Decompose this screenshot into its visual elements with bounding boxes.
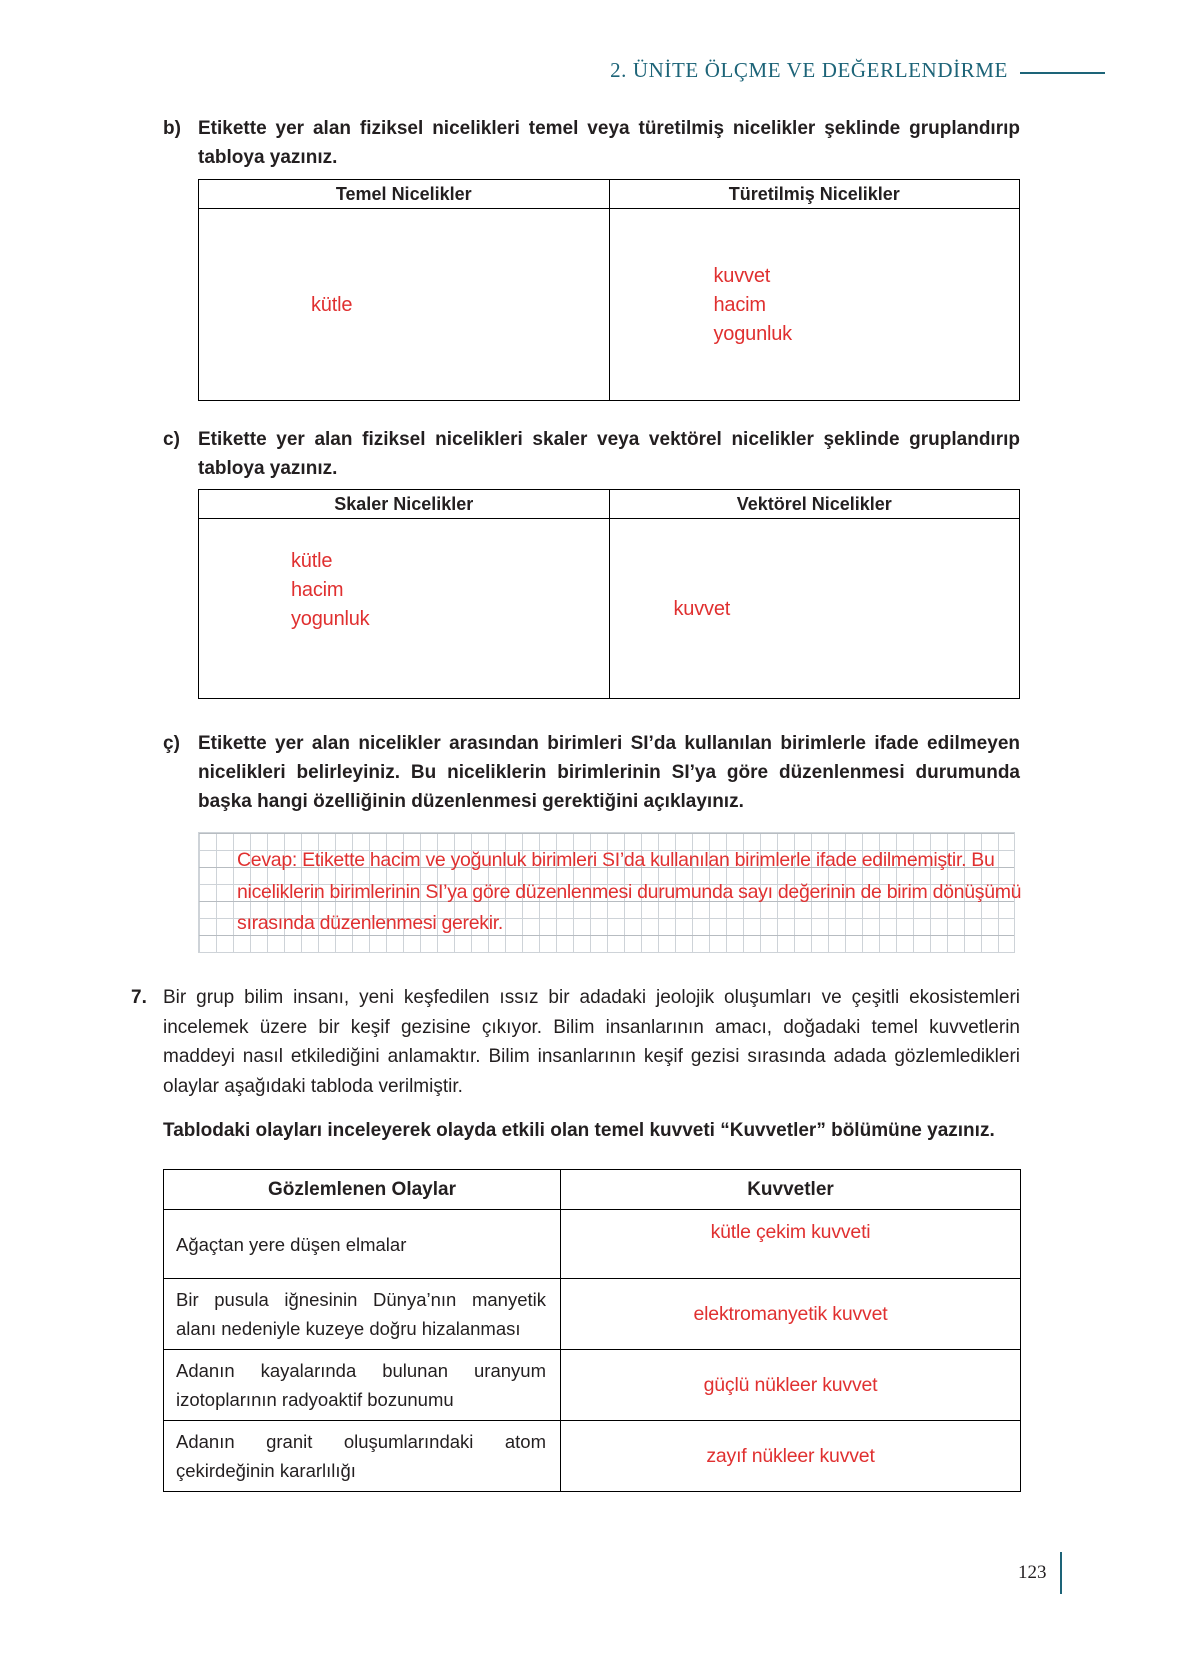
answer-text: yogunluk xyxy=(291,608,370,630)
section-b-text: Etikette yer alan fiziksel nicelikleri temel veya türetilmiş nicelikler şeklinde gruplandırıp tabloya yazınız. xyxy=(198,118,1020,168)
force-answer-cell xyxy=(561,1210,1021,1279)
event-cell: Adanın kayalarında bulunan uranyum izotoplarının radyoaktif bozunumu xyxy=(164,1350,561,1421)
unit-header-title: 2. ÜNİTE ÖLÇME VE DEĞERLENDİRME xyxy=(610,58,1008,82)
answer-line: niceliklerin birimlerinin SI’ya göre düzenlenmesi durumunda sayı değerinin de birim dönüşümü xyxy=(237,880,1022,903)
section-cc-text: Etikette yer alan nicelikler arasından birimleri SI’da kullanılan birimlerle ifade edilmeyen nicelikleri belirleyiniz. Bu niceliklerin birimlerinin SI’ya göre düzenlenmesi durumunda başka hangi özelliğinin düzenlenmesi gerektiğini açıklayınız. xyxy=(198,733,1020,812)
answer-text: zayıf nükleer kuvvet xyxy=(706,1445,875,1467)
table-row xyxy=(199,180,1020,209)
answer-text: elektromanyetik kuvvet xyxy=(693,1303,888,1325)
table-row xyxy=(199,519,1020,699)
answer-text: kütle çekim kuvveti xyxy=(710,1221,871,1243)
answer-text: kütle xyxy=(311,293,353,316)
force-answer-cell xyxy=(561,1421,1021,1492)
question-7-text: Bir grup bilim insanı, yeni keşfedilen ıssız bir adadaki jeolojik oluşumları ve çeşitli ekosistemleri incelemek üzere bir keşif gezisine çıkıyor. Bilim insanlarının amacı, doğadaki temel kuvvetlerin maddeyi nasıl etkilediğini anlamaktır. Bilim insanlarının keşif gezisi sırasında adada gözlemledikleri olaylar aşağıdaki tabloda verilmiştir. xyxy=(163,987,1020,1097)
question-7-instruction: Tablodaki olayları inceleyerek olayda etkili olan temel kuvveti “Kuvvetler” bölümüne yazınız. xyxy=(163,1120,995,1141)
table-row xyxy=(164,1210,1021,1279)
answer-text: hacim xyxy=(713,293,766,316)
table-row xyxy=(164,1170,1021,1210)
page-content xyxy=(131,114,1022,1492)
table-skaler-vektorel xyxy=(198,489,1020,699)
section-cc-prompt xyxy=(163,729,1020,816)
force-answer-cell xyxy=(561,1279,1021,1350)
event-cell: Ağaçtan yere düşen elmalar xyxy=(164,1210,561,1279)
table-forces xyxy=(163,1169,1021,1492)
turetilmis-header: Türetilmiş Nicelikler xyxy=(609,180,1020,209)
page-number-rule xyxy=(1060,1552,1063,1594)
force-answer-cell xyxy=(561,1350,1021,1421)
answer-text: kuvvet xyxy=(673,597,731,620)
table-temel-turetilmis xyxy=(198,179,1020,401)
table-row xyxy=(164,1279,1021,1350)
vektorel-header: Vektörel Nicelikler xyxy=(609,490,1020,519)
skaler-header: Skaler Nicelikler xyxy=(199,490,610,519)
squared-paper-answer-area xyxy=(198,832,1022,953)
temel-header: Temel Nicelikler xyxy=(199,180,610,209)
temel-answer-cell xyxy=(199,209,610,401)
header-rule xyxy=(1020,72,1105,74)
table-row xyxy=(164,1350,1021,1421)
section-c-prompt xyxy=(163,425,1020,483)
answer-text: yogunluk xyxy=(713,322,792,345)
page-number: 123 xyxy=(1018,1562,1047,1583)
answer-text: kuvvet xyxy=(713,264,771,287)
forces-header: Kuvvetler xyxy=(561,1170,1021,1210)
question-7-number: 7. xyxy=(131,987,147,1008)
events-header: Gözlemlenen Olaylar xyxy=(164,1170,561,1210)
handwritten-answer xyxy=(237,845,1117,940)
turetilmis-answer-cell xyxy=(609,209,1020,401)
table-row xyxy=(199,490,1020,519)
section-b-prompt xyxy=(163,114,1020,172)
answer-text: kütle xyxy=(291,550,333,572)
unit-header xyxy=(610,58,1105,83)
page-number-block xyxy=(1018,1551,1062,1595)
question-7 xyxy=(131,983,1020,1101)
answer-text: hacim xyxy=(291,579,344,601)
answer-text: güçlü nükleer kuvvet xyxy=(703,1374,878,1396)
section-cc-label: ç) xyxy=(163,733,180,754)
skaler-answer-cell xyxy=(199,519,610,699)
section-c-label: c) xyxy=(163,429,180,450)
event-cell: Bir pusula iğnesinin Dünya’nın manyetik alanı nedeniyle kuzeye doğru hizalanması xyxy=(164,1279,561,1350)
event-cell: Adanın granit oluşumlarındaki atom çekirdeğinin kararlılığı xyxy=(164,1421,561,1492)
answer-line: sırasında düzenlenmesi gerekir. xyxy=(237,912,504,934)
section-b-label: b) xyxy=(163,118,181,139)
table-row xyxy=(199,209,1020,401)
section-c-text: Etikette yer alan fiziksel nicelikleri skaler veya vektörel nicelikler şeklinde gruplandırıp tabloya yazınız. xyxy=(198,429,1020,479)
vektorel-answer-cell xyxy=(609,519,1020,699)
answer-line: Cevap: Etikette hacim ve yoğunluk birimleri SI’da kullanılan birimlerle ifade edilmemiştir. Bu xyxy=(237,849,995,871)
table-row xyxy=(164,1421,1021,1492)
